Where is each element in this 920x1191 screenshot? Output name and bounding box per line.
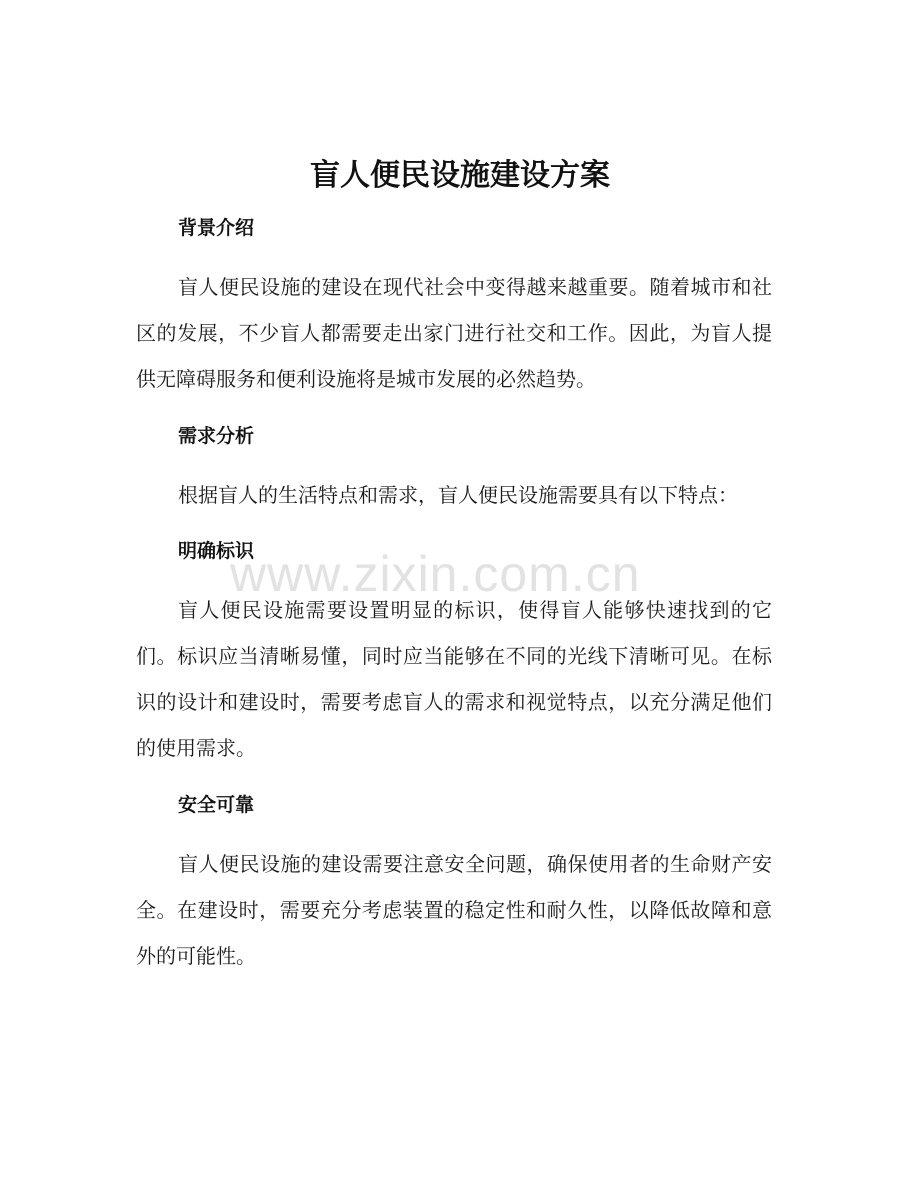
section-heading-background: 背景介绍: [178, 217, 255, 239]
section-heading-needs: 需求分析: [178, 425, 255, 447]
section-paragraph-safety: 盲人便民设施的建设需要注意安全问题，确保使用者的生命财产安全。在建设时，需要充分考虑装置的稳定性和耐久性，以降低故障和意外的可能性。: [136, 852, 772, 968]
section-paragraph-background: 盲人便民设施的建设在现代社会中变得越来越重要。随着城市和社区的发展，不少盲人都需要走出家门进行社交和工作。因此，为盲人提供无障碍服务和便利设施将是城市发展的必然趋势。: [136, 275, 772, 391]
document-title: 盲人便民设施建设方案: [310, 158, 610, 193]
section-heading-clear-signage: 明确标识: [178, 540, 255, 562]
section-heading-safety: 安全可靠: [178, 794, 255, 816]
watermark-text: www.zixin.com.cn: [230, 546, 641, 602]
section-paragraph-needs: 根据盲人的生活特点和需求，盲人便民设施需要具有以下特点：: [178, 483, 738, 507]
section-paragraph-clear-signage: 盲人便民设施需要设置明显的标识，使得盲人能够快速找到的它们。标识应当清晰易懂，同时应当能够在不同的光线下清晰可见。在标识的设计和建设时，需要考虑盲人的需求和视觉特点，以充分满足他们的使用需求。: [136, 598, 772, 760]
